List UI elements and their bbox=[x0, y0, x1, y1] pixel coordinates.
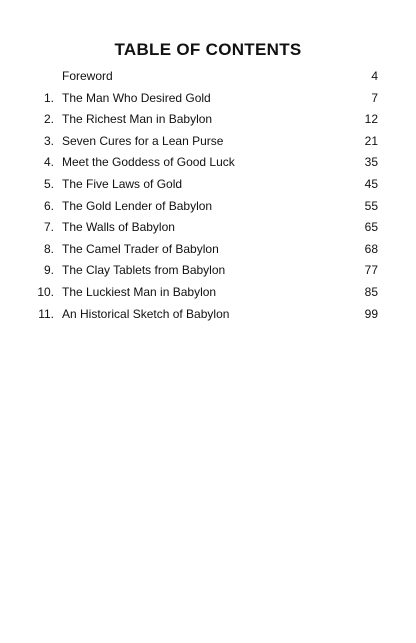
toc-entry-chapter-8[interactable] bbox=[0, 239, 416, 261]
toc-entry-number: 11. bbox=[38, 306, 54, 321]
toc-entry-number: 6. bbox=[43, 198, 54, 213]
toc-entry-page: 7 bbox=[371, 90, 378, 105]
toc-entry-number: 8. bbox=[43, 241, 54, 256]
toc-entry-number: 9. bbox=[43, 263, 54, 278]
toc-entry-label: The Five Laws of Gold bbox=[62, 176, 183, 191]
toc-entry-label: The Clay Tablets from Babylon bbox=[62, 263, 226, 278]
toc-entry-label: The Walls of Babylon bbox=[62, 220, 175, 235]
toc-entry-page: 99 bbox=[364, 306, 378, 321]
toc-entry-number: 4. bbox=[43, 155, 54, 170]
toc-entry-page: 65 bbox=[364, 220, 378, 235]
toc-entry-number: 2. bbox=[43, 112, 54, 127]
toc-entry-chapter-1[interactable] bbox=[0, 88, 416, 110]
toc-entry-chapter-10[interactable] bbox=[0, 282, 416, 304]
toc-entry-number: 10. bbox=[37, 284, 54, 299]
toc-entry-label: Meet the Goddess of Good Luck bbox=[62, 155, 235, 170]
toc-entry-chapter-11[interactable] bbox=[0, 304, 416, 326]
toc-entry-page: 68 bbox=[364, 241, 378, 256]
toc-entry-label: Seven Cures for a Lean Purse bbox=[62, 133, 224, 148]
toc-entry-label: Foreword bbox=[62, 69, 113, 83]
toc-entry-chapter-6[interactable] bbox=[0, 196, 416, 218]
toc-entry-number: 5. bbox=[43, 176, 54, 191]
toc-entry-label: The Man Who Desired Gold bbox=[62, 90, 211, 105]
toc-entry-chapter-9[interactable] bbox=[0, 260, 416, 282]
toc-entry-chapter-3[interactable] bbox=[0, 131, 416, 153]
toc-entry-foreword[interactable] bbox=[0, 66, 416, 88]
toc-list bbox=[0, 66, 416, 325]
toc-entry-label: The Camel Trader of Babylon bbox=[62, 241, 219, 256]
toc-entry-chapter-2[interactable] bbox=[0, 109, 416, 131]
toc-entry-page: 12 bbox=[364, 112, 378, 127]
toc-entry-page: 21 bbox=[364, 133, 378, 148]
toc-entry-number: 7. bbox=[43, 220, 54, 235]
toc-entry-label: The Richest Man in Babylon bbox=[62, 112, 213, 127]
toc-entry-chapter-5[interactable] bbox=[0, 174, 416, 196]
toc-entry-number: 3. bbox=[43, 133, 54, 148]
toc-title: TABLE OF CONTENTS bbox=[114, 40, 302, 59]
toc-entry-page: 4 bbox=[371, 69, 378, 83]
toc-entry-chapter-7[interactable] bbox=[0, 217, 416, 239]
toc-entry-chapter-4[interactable] bbox=[0, 152, 416, 174]
toc-entry-page: 35 bbox=[364, 155, 378, 170]
toc-entry-page: 55 bbox=[364, 198, 378, 213]
toc-entry-page: 77 bbox=[364, 263, 378, 278]
toc-entry-label: The Gold Lender of Babylon bbox=[62, 198, 213, 213]
toc-entry-number: 1. bbox=[43, 90, 54, 105]
toc-entry-label: An Historical Sketch of Babylon bbox=[62, 306, 230, 321]
toc-entry-page: 45 bbox=[364, 176, 378, 191]
toc-entry-page: 85 bbox=[364, 284, 378, 299]
toc-entry-label: The Luckiest Man in Babylon bbox=[62, 284, 217, 299]
